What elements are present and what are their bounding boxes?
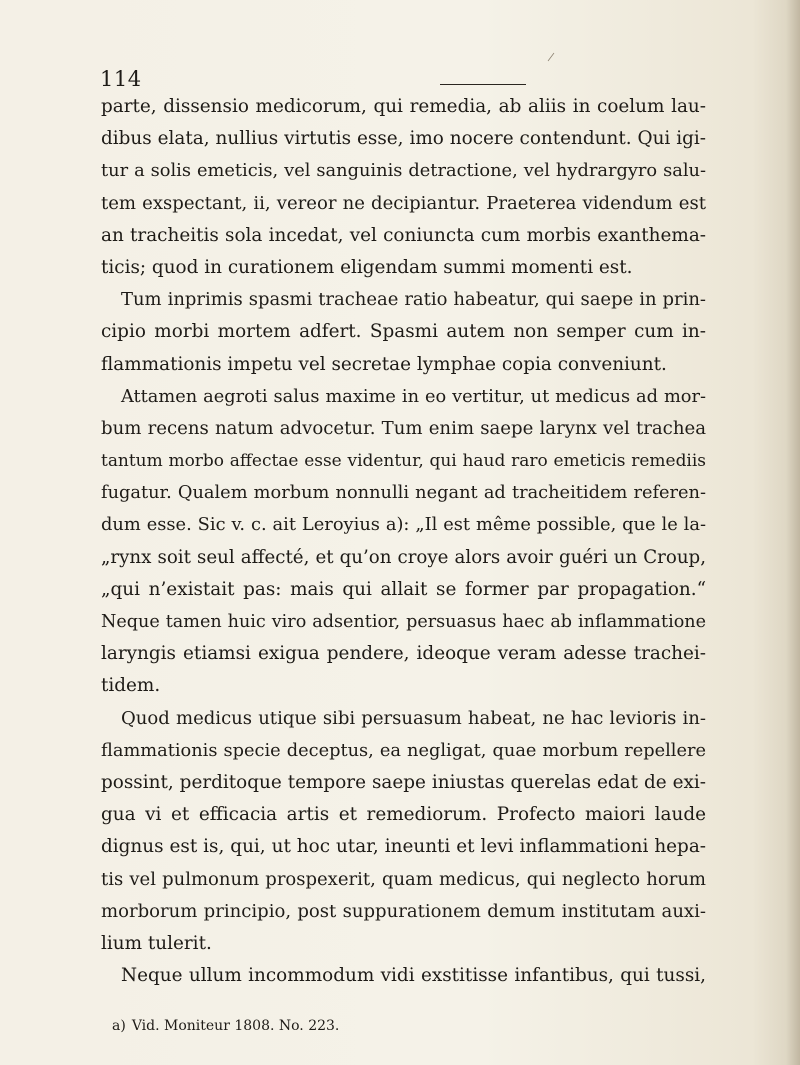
text-line: „rynx soit seul affecté, et qu’on croye alors avoir guéri un Croup, (101, 546, 706, 568)
text-line: Neque tamen huic viro adsentior, persuasus haec ab inflammatione (101, 612, 706, 632)
text-line: Quod medicus utique sibi persuasum habeat, ne hac levioris in- (121, 707, 706, 729)
text-line: lium tulerit. (101, 932, 212, 954)
text-line: laryngis etiamsi exigua pendere, ideoque veram adesse trachei- (101, 643, 706, 665)
text-line: tidem. (101, 675, 161, 697)
text-line: tantum morbo affectae esse videntur, qui haud raro emeticis remediis (101, 451, 706, 472)
footnote-text: Vid. Moniteur 1808. No. 223. (131, 1018, 340, 1034)
text-line: morborum principio, post suppurationem demum institutam auxi- (101, 900, 706, 922)
text-line: ticis; quod in curationem eligendam summi momenti est. (101, 256, 633, 278)
text-line: dum esse. Sic v. c. ait Leroyius a): „Il est même possible, que le la- (101, 514, 706, 536)
text-line: fugatur. Qualem morbum nonnulli negant ad tracheitidem referen- (101, 483, 706, 504)
text-line: Neque ullum incommodum vidi exstitisse infantibus, qui tussi, (121, 965, 706, 987)
text-line: tis vel pulmonum prospexerit, quam medicus, qui neglecto horum (101, 868, 706, 890)
text-line: flammationis impetu vel secretae lymphae copia conveniunt. (101, 353, 667, 375)
text-line: cipio morbi mortem adfert. Spasmi autem non semper cum in- (101, 321, 706, 343)
page-edge-shadow (786, 0, 800, 1065)
text-line: tur a solis emeticis, vel sanguinis detractione, vel hydrargyro salu- (101, 160, 706, 182)
text-line: dibus elata, nullius virtutis esse, imo nocere contendunt. Qui igi- (101, 128, 706, 150)
body-text (101, 91, 706, 992)
text-line: Attamen aegroti salus maxime in eo vertitur, ut medicus ad mor- (121, 386, 706, 407)
text-line: dignus est is, qui, ut hoc utar, ineunti et levi inflammationi hepa- (101, 836, 706, 858)
page-number: 114 (100, 67, 142, 91)
footnote-mark: a) (112, 1018, 126, 1034)
text-line: bum recens natum advocetur. Tum enim saepe larynx vel trachea (101, 417, 706, 439)
footnote (112, 1017, 339, 1035)
text-line: flammationis specie deceptus, ea negligat, quae morbum repellere (101, 740, 706, 761)
text-line: an tracheitis sola incedat, vel coniuncta cum morbis exanthema- (101, 224, 706, 246)
pencil-mark-icon (546, 52, 556, 62)
text-line: gua vi et efficacia artis et remediorum. Profecto maiori laude (101, 804, 706, 826)
text-line: tem exspectant, ii, vereor ne decipiantur. Praeterea videndum est (101, 192, 706, 214)
header-rule (440, 84, 526, 85)
text-line: possint, perditoque tempore saepe iniustas querelas edat de exi- (101, 771, 706, 793)
text-line: Tum inprimis spasmi tracheae ratio habeatur, qui saepe in prin- (121, 289, 706, 311)
text-line: parte, dissensio medicorum, qui remedia, ab aliis in coelum lau- (101, 96, 706, 117)
text-line: „qui n’existait pas: mais qui allait se former par propagation.“ (101, 578, 706, 600)
